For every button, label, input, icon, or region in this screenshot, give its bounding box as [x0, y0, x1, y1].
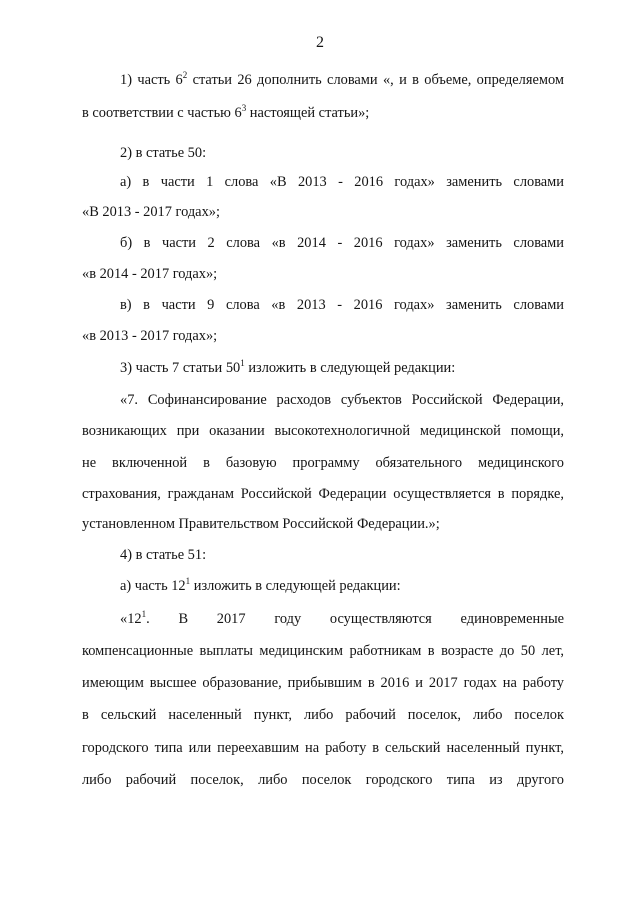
text-run: «12: [120, 611, 142, 627]
superscript: 2: [182, 70, 188, 80]
item4a-quote-line3: имеющим высшее образование, прибывшим в 2016 и 2017 годах на работу: [82, 675, 564, 691]
item4-heading: 4) в статье 51:: [120, 547, 207, 563]
text-run: . В 2017 году осуществляются единовременные: [146, 611, 564, 627]
item3-para-line4: страхования, гражданам Российской Федерации осуществляется в порядке,: [82, 486, 564, 502]
item3-para-line5: установленном Правительством Российской Федерации.»;: [82, 516, 440, 532]
item3-para-line2: возникающих при оказании высокотехнологичной медицинской помощи,: [82, 423, 564, 439]
item3-heading: [120, 358, 564, 378]
item2b-line2: «в 2014 - 2017 годах»;: [82, 266, 218, 282]
text-run: в соответствии с частью 6: [82, 105, 242, 121]
item2c-line2: «в 2013 - 2017 годах»;: [82, 328, 218, 344]
item2-heading: 2) в статье 50:: [120, 145, 207, 161]
item2b-line1: б) в части 2 слова «в 2014 - 2016 годах» заменить словами: [120, 235, 564, 251]
text-run: 3) часть 7 статьи 50: [120, 360, 241, 376]
item4a-quote-line4: в сельский населенный пункт, либо рабочий поселок, либо поселок: [82, 707, 564, 723]
item3-para-line3: не включенной в базовую программу обязательного медицинского: [82, 455, 564, 471]
superscript: 3: [241, 103, 247, 113]
item4a-quote-line5: городского типа или переехавшим на работу в сельский населенный пункт,: [82, 740, 564, 756]
item4a-quote-line6: либо рабочий поселок, либо поселок городского типа из другого: [82, 772, 564, 788]
superscript: 1: [141, 609, 147, 619]
superscript: 1: [240, 358, 245, 368]
text-run: изложить в следующей редакции:: [190, 578, 401, 594]
item4a-quote-line2: компенсационные выплаты медицинским работникам в возрасте до 50 лет,: [82, 643, 564, 659]
text-run: 1) часть 6: [120, 72, 183, 88]
item4a-heading: [120, 576, 564, 596]
item3-para-line1: «7. Софинансирование расходов субъектов Российской Федерации,: [120, 392, 564, 408]
item2c-line1: в) в части 9 слова «в 2013 - 2016 годах» заменить словами: [120, 297, 564, 313]
item4a-quote-line1: [120, 609, 564, 629]
item2a-line2: «В 2013 - 2017 годах»;: [82, 204, 220, 220]
text-run: статьи 26 дополнить словами «, и в объеме, определяемом: [187, 72, 564, 88]
item1-line2: [82, 103, 564, 123]
item1-line1: [120, 70, 564, 90]
text-run: изложить в следующей редакции:: [244, 360, 456, 376]
page-number: 2: [316, 34, 324, 51]
text-run: настоящей статьи»;: [246, 105, 370, 121]
superscript: 1: [185, 576, 191, 586]
text-run: а) часть 12: [120, 578, 186, 594]
item2a-line1: а) в части 1 слова «В 2013 - 2016 годах» заменить словами: [120, 174, 564, 190]
